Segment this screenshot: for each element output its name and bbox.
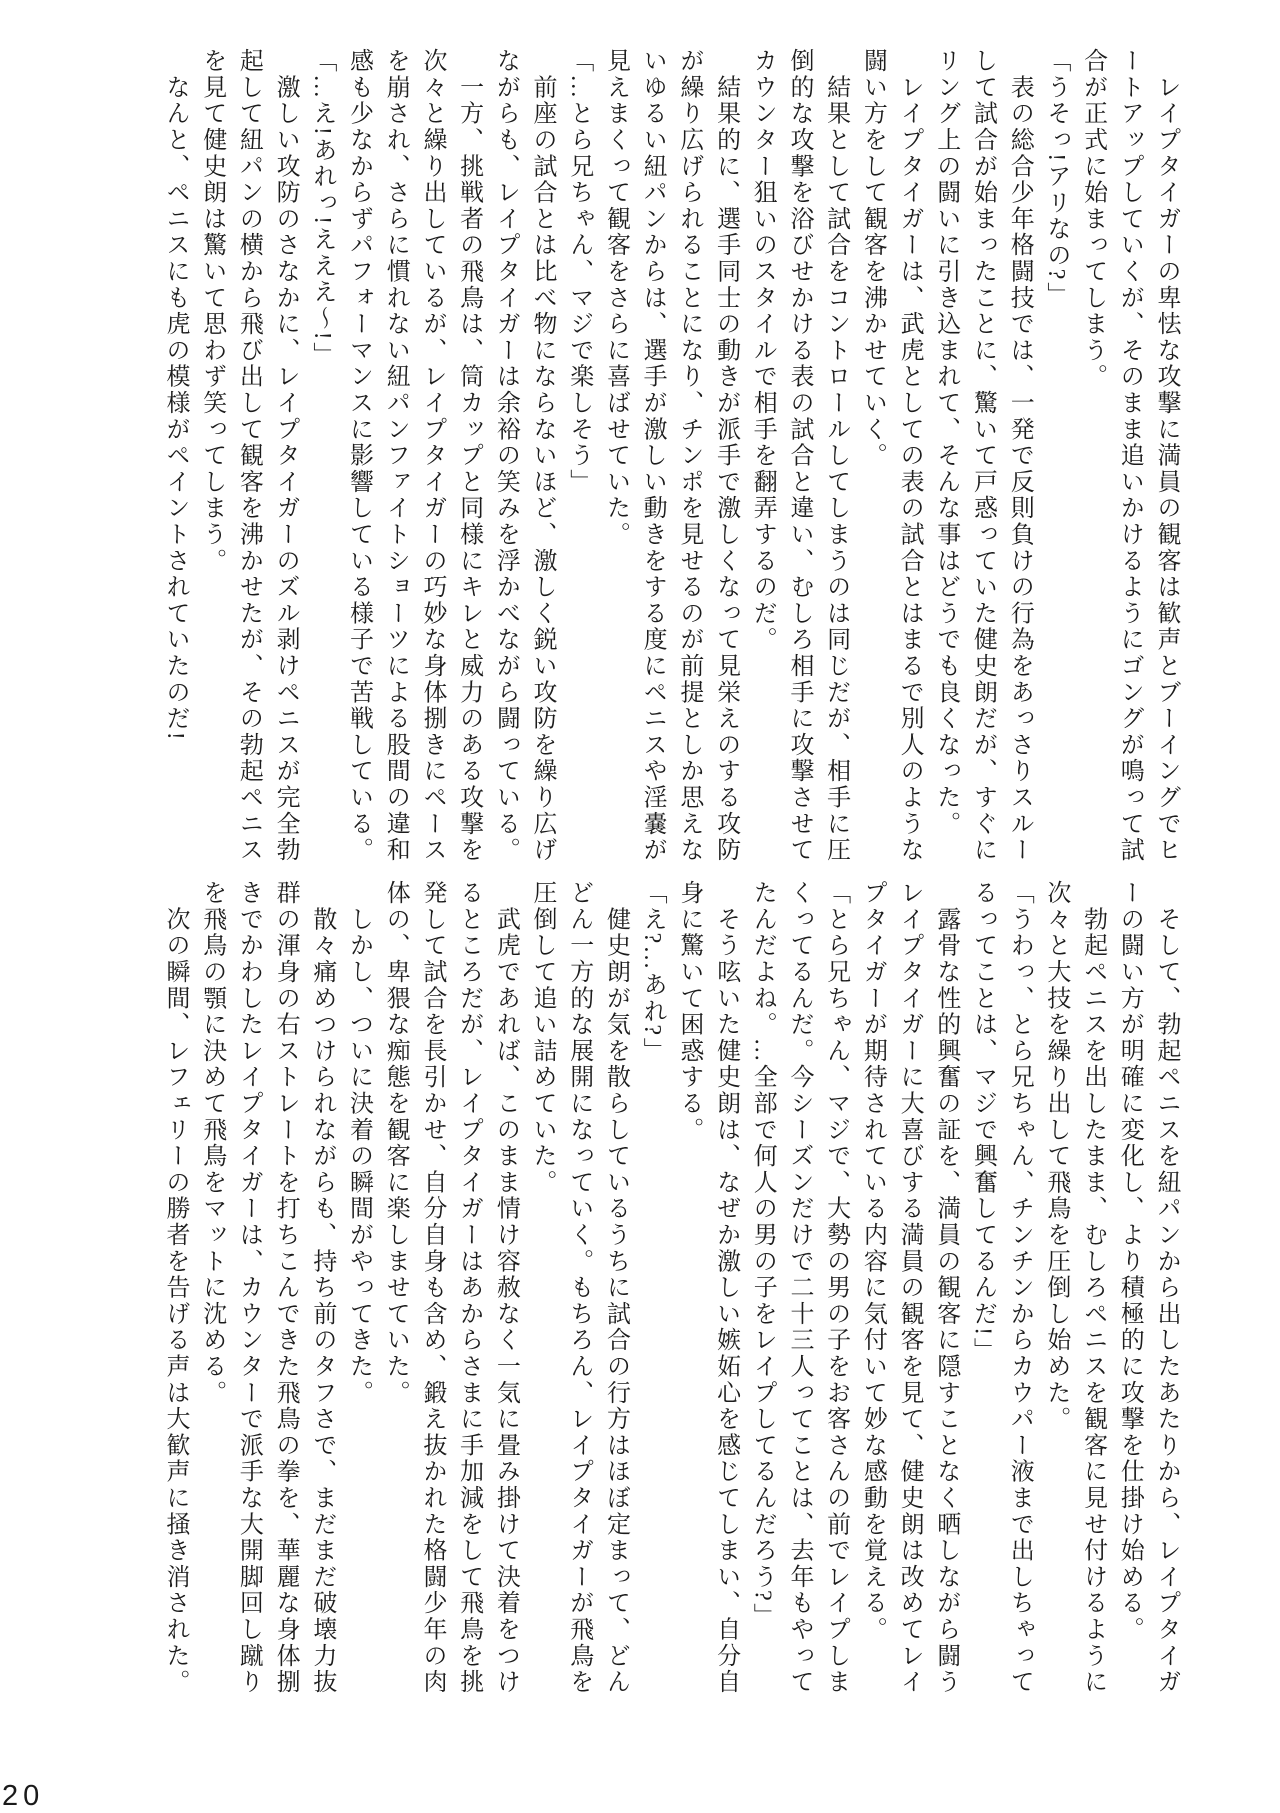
text-column: しかし、ついに決着の瞬間がやってきた。 xyxy=(345,880,372,1406)
text-column: 身に驚いて困惑する。 xyxy=(675,880,702,1143)
bottom-text-block xyxy=(152,880,1184,1700)
text-column: カウンター狙いのスタイルで相手を翻弄するのだ。 xyxy=(749,48,776,653)
text-column: ーの闘い方が明確に変化し、より積極的に攻撃を仕掛け始める。 xyxy=(1116,880,1143,1643)
text-column: して試合が始まったことに、驚いて戸惑っていた健史朗だが、すぐに xyxy=(969,48,996,864)
text-column: たんだよね。…全部で何人の男の子をレイプしてるんだろう?」 xyxy=(749,880,776,1630)
text-column: 群の渾身の右ストレートを打ちこんできた飛鳥の拳を、華麗な身体捌 xyxy=(272,880,299,1696)
text-column: 「とら兄ちゃん、マジで、大勢の男の子をお客さんの前でレイプしま xyxy=(822,880,849,1696)
text-column: 感も少なからずパフォーマンスに影響している様子で苦戦している。 xyxy=(345,48,372,864)
text-column: 圧倒して追い詰めていた。 xyxy=(529,880,556,1196)
text-column: 発して試合を長引かせ、自分自身も含め、鍛え抜かれた格闘少年の肉 xyxy=(418,880,445,1696)
text-column: 次々と繰り出しているが、レイプタイガーの巧妙な身体捌きにペース xyxy=(418,48,445,864)
text-column: なんと、ペニスにも虎の模様がペイントされていたのだ! xyxy=(162,48,189,743)
text-column: どん一方的な展開になっていく。もちろん、レイプタイガーが飛鳥を xyxy=(565,880,592,1696)
top-text-block xyxy=(152,48,1184,868)
text-column: プタイガーが期待されている内容に気付いて妙な感動を覚える。 xyxy=(859,880,886,1643)
text-column: るってことは、マジで興奮してるんだ!」 xyxy=(969,880,996,1364)
text-column: そう呟いた健史朗は、なぜか激しい嫉妬心を感じてしまい、自分自 xyxy=(712,880,739,1696)
text-column: 表の総合少年格闘技では、一発で反則負けの行為をあっさりスルー xyxy=(1006,48,1033,864)
text-column: 「え?…あれ?」 xyxy=(639,880,666,1064)
text-column: が繰り広げられることになり、チンポを見せるのが前提としか思えな xyxy=(675,48,702,864)
text-column: 露骨な性的興奮の証を、満員の観客に隠すことなく晒しながら闘う xyxy=(932,880,959,1696)
text-column: 激しい攻防のさなかに、レイプタイガーのズル剥けペニスが完全勃 xyxy=(272,48,299,864)
text-column: レイプタイガーに大喜びする満員の観客を見て、健史朗は改めてレイ xyxy=(896,880,923,1696)
text-column: 合が正式に始まってしまう。 xyxy=(1079,48,1106,390)
text-column: リング上の闘いに引き込まれて、そんな事はどうでも良くなった。 xyxy=(932,48,959,837)
text-column: るところだが、レイプタイガーはあからさまに手加減をして飛鳥を挑 xyxy=(455,880,482,1696)
text-column: を飛鳥の顎に決めて飛鳥をマットに沈める。 xyxy=(198,880,225,1406)
text-column: を崩され、さらに慣れない紐パンファイトショーツによる股間の違和 xyxy=(382,48,409,864)
text-column: ートアップしていくが、そのまま追いかけるようにゴングが鳴って試 xyxy=(1116,48,1143,864)
text-column: 次の瞬間、レフェリーの勝者を告げる声は大歓声に掻き消された。 xyxy=(162,880,189,1696)
text-column: を見て健史朗は驚いて思わず笑ってしまう。 xyxy=(198,48,225,574)
text-column: いゆるい紐パンからは、選手が激しい動きをする度にペニスや淫嚢が xyxy=(639,48,666,864)
text-column: 次々と大技を繰り出して飛鳥を圧倒し始めた。 xyxy=(1042,880,1069,1433)
text-column: 健史朗が気を散らしているうちに試合の行方はほぼ定まって、どん xyxy=(602,880,629,1696)
text-column: きでかわしたレイプタイガーは、カウンターで派手な大開脚回し蹴り xyxy=(235,880,262,1696)
text-column: レイプタイガーの卑怯な攻撃に満員の観客は歓声とブーイングでヒ xyxy=(1153,48,1179,864)
text-column: くってるんだ。今シーズンだけで二十三人ってことは、去年もやって xyxy=(785,880,812,1696)
text-column: 見えまくって観客をさらに喜ばせていた。 xyxy=(602,48,629,548)
text-column: 一方、挑戦者の飛鳥は、筒カップと同様にキレと威力のある攻撃を xyxy=(455,48,482,864)
text-column: 勃起ペニスを出したまま、むしろペニスを観客に見せ付けるように xyxy=(1079,880,1106,1696)
text-column: そして、勃起ペニスを紐パンから出したあたりから、レイプタイガ xyxy=(1153,880,1179,1696)
text-column: レイプタイガーは、武虎としての表の試合とはまるで別人のような xyxy=(896,48,923,864)
text-column: 散々痛めつけられながらも、持ち前のタフさで、まだまだ破壊力抜 xyxy=(308,880,335,1696)
text-column: 起して紐パンの横から飛び出して観客を沸かせたが、その勃起ペニス xyxy=(235,48,262,864)
text-column: 闘い方をして観客を沸かせていく。 xyxy=(859,48,886,469)
text-column: 「うわっ、とら兄ちゃん、チンチンからカウパー液まで出しちゃって xyxy=(1006,880,1033,1696)
text-column: 倒的な攻撃を浴びせかける表の試合と違い、むしろ相手に攻撃させて xyxy=(785,48,812,864)
text-column: 結果として試合をコントロールしてしまうのは同じだが、相手に圧 xyxy=(822,48,849,864)
text-column: 前座の試合とは比べ物にならないほど、激しく鋭い攻防を繰り広げ xyxy=(529,48,556,864)
text-column: 「…え!あれっ!えええ〜!」 xyxy=(308,48,335,369)
page-number: 20 xyxy=(2,1780,45,1812)
text-column: ながらも、レイプタイガーは余裕の笑みを浮かべながら闘っている。 xyxy=(492,48,519,864)
text-column: 「うそっ!アリなの?」 xyxy=(1042,48,1069,308)
text-column: 「…とら兄ちゃん、マジで楽しそう」 xyxy=(565,48,592,496)
text-column: 結果的に、選手同士の動きが派手で激しくなって見栄えのする攻防 xyxy=(712,48,739,864)
text-column: 武虎であれば、このまま情け容赦なく一気に畳み掛けて決着をつけ xyxy=(492,880,519,1696)
text-column: 体の、卑猥な痴態を観客に楽しませていた。 xyxy=(382,880,409,1406)
